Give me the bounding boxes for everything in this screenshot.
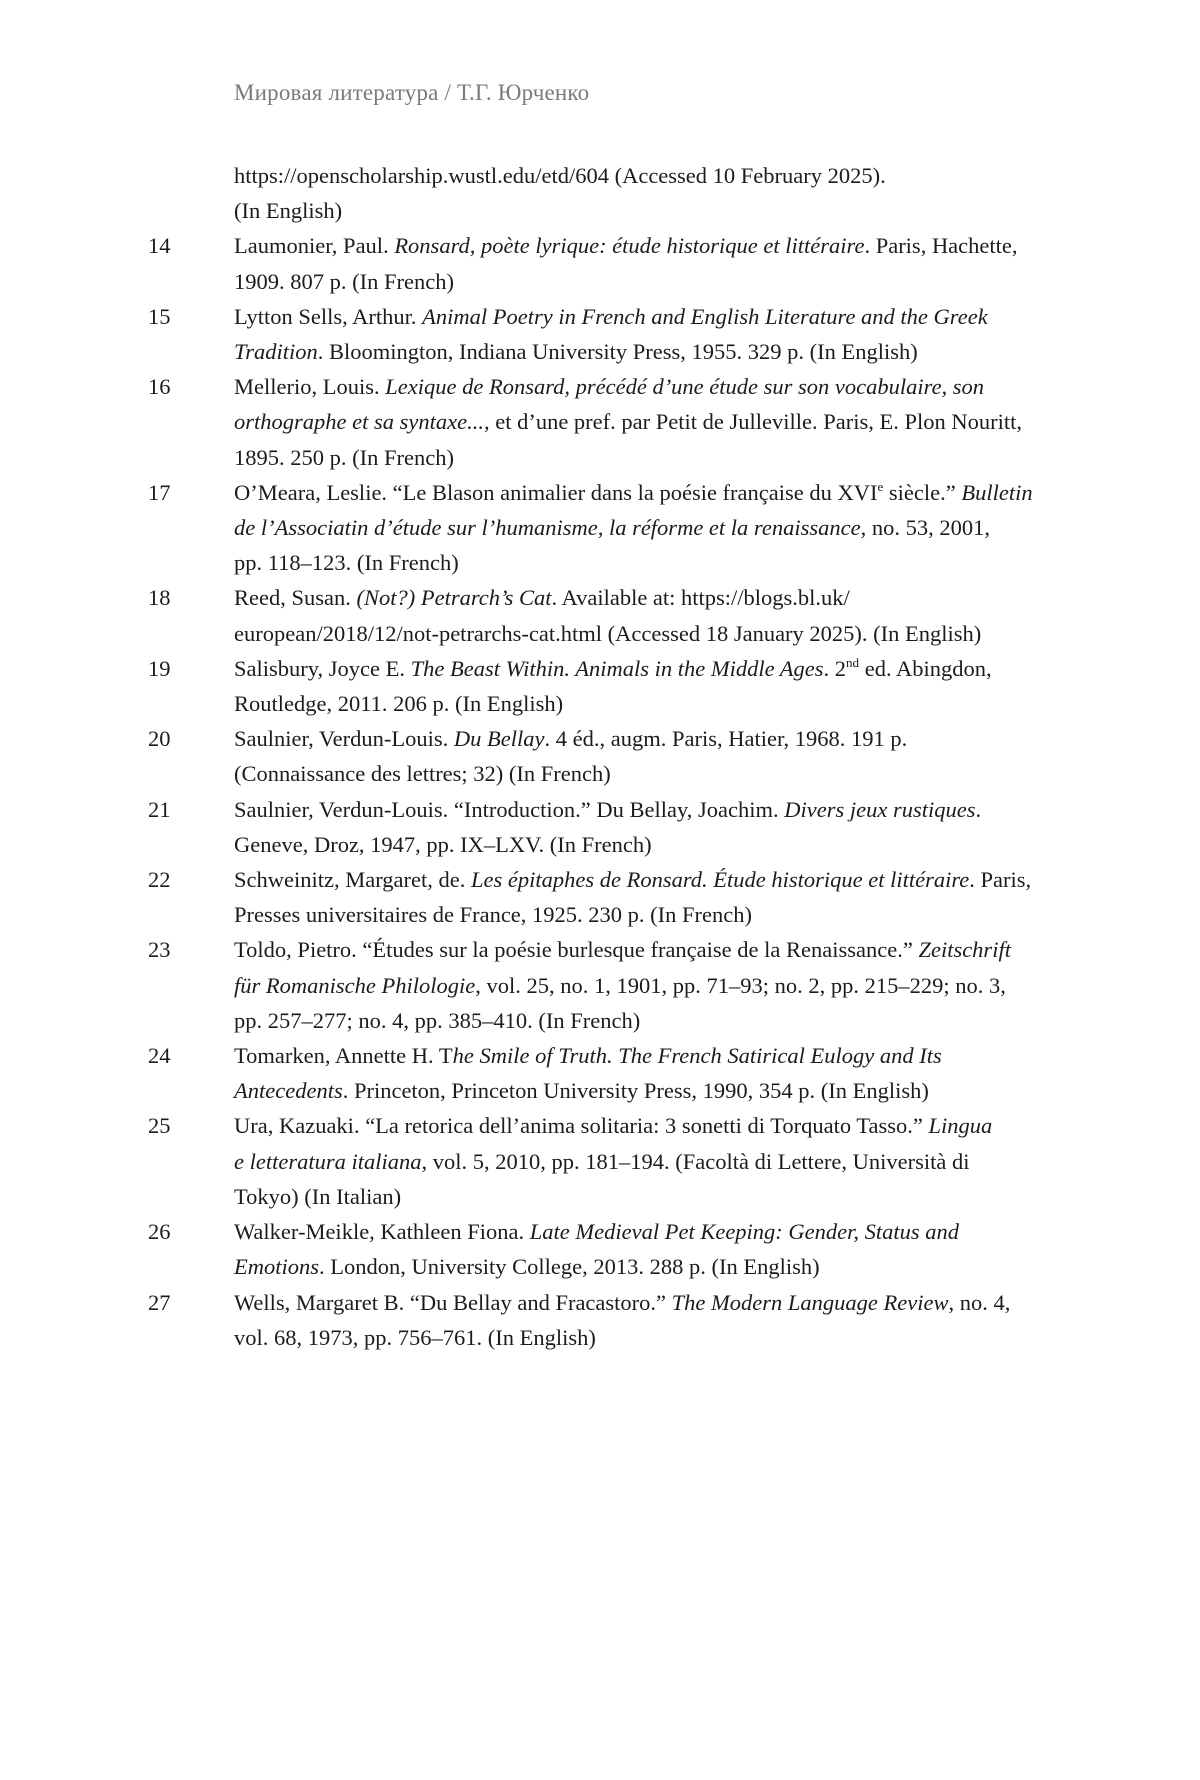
reference-line bbox=[234, 756, 1094, 791]
italic-title: Antecedents bbox=[234, 1078, 343, 1104]
text-run: ed. Abingdon, bbox=[859, 655, 992, 681]
text-run: . Paris, bbox=[969, 867, 1032, 893]
reference-number: 26 bbox=[148, 1219, 171, 1245]
reference-text bbox=[234, 580, 1094, 650]
reference-line bbox=[234, 1249, 1094, 1284]
text-run: 1895. 250 p. (In French) bbox=[234, 444, 454, 470]
italic-title: Animal Poetry in French and English Literature and the Greek bbox=[422, 303, 988, 329]
reference-number: 21 bbox=[148, 796, 171, 822]
reference-number: 20 bbox=[148, 726, 171, 752]
reference-entry bbox=[0, 932, 1200, 1038]
reference-entry bbox=[0, 792, 1200, 862]
reference-entry bbox=[0, 1038, 1200, 1108]
italic-title: Lingua bbox=[928, 1113, 993, 1139]
text-run: Geneve, Droz, 1947, pp. IX–LXV. (In French) bbox=[234, 831, 652, 857]
reference-line bbox=[234, 510, 1094, 545]
reference-number: 23 bbox=[148, 937, 171, 963]
reference-line bbox=[234, 616, 1094, 651]
reference-line bbox=[234, 968, 1094, 1003]
text-run: , et d’une pref. par Petit de Julleville. Paris, E. Plon Nouritt, bbox=[483, 409, 1022, 435]
text-run: Presses universitaires de France, 1925. 230 p. (In French) bbox=[234, 902, 752, 928]
reference-line bbox=[234, 440, 1094, 475]
reference-entry bbox=[0, 721, 1200, 791]
reference-number: 25 bbox=[148, 1113, 171, 1139]
italic-title: Zeitschrift bbox=[918, 937, 1011, 963]
text-run: , vol. 5, 2010, pp. 181–194. (Facoltà di Lettere, Università di bbox=[421, 1148, 970, 1174]
italic-title: orthographe et sa syntaxe... bbox=[234, 409, 484, 435]
reference-text bbox=[234, 369, 1094, 475]
reference-line bbox=[234, 1285, 1094, 1320]
superscript: e bbox=[877, 478, 884, 494]
text-run: O’Meara, Leslie. “Le Blason animalier dans la poésie française du XVI bbox=[234, 479, 878, 505]
reference-line bbox=[234, 1003, 1094, 1038]
italic-title: für Romanische Philologie bbox=[234, 972, 476, 998]
reference-line bbox=[234, 651, 1094, 686]
reference-line bbox=[234, 932, 1094, 967]
reference-line bbox=[234, 299, 1094, 334]
text-run: Tomarken, Annette H. T bbox=[234, 1043, 453, 1069]
reference-line bbox=[234, 369, 1094, 404]
text-run: . 4 éd., augm. Paris, Hatier, 1968. 191 p. bbox=[544, 726, 908, 752]
reference-number: 19 bbox=[148, 655, 171, 681]
superscript: nd bbox=[846, 654, 860, 670]
reference-line bbox=[234, 1214, 1094, 1249]
text-run: Salisbury, Joyce E. bbox=[234, 655, 411, 681]
text-run: 1909. 807 p. (In French) bbox=[234, 268, 454, 294]
text-run: (In English) bbox=[234, 198, 343, 224]
running-header: Мировая литература / Т.Г. Юрченко bbox=[234, 80, 590, 105]
reference-number: 14 bbox=[148, 233, 171, 259]
text-run: , no. 4, bbox=[948, 1289, 1011, 1315]
reference-entry bbox=[0, 1285, 1200, 1355]
reference-entry bbox=[0, 862, 1200, 932]
reference-list bbox=[0, 158, 1200, 1355]
text-run: . 2 bbox=[823, 655, 847, 681]
text-run: . bbox=[975, 796, 982, 822]
text-run: . Available at: https://blogs.bl.uk/ bbox=[551, 585, 850, 611]
reference-line bbox=[234, 1179, 1094, 1214]
text-run: Tokyo) (In Italian) bbox=[234, 1183, 402, 1209]
italic-title: (Not?) Petrarch’s Cat bbox=[356, 585, 552, 611]
reference-line bbox=[234, 1038, 1094, 1073]
italic-title: Divers jeux rustiques bbox=[784, 796, 976, 822]
italic-title: Du Bellay bbox=[453, 726, 545, 752]
reference-line bbox=[234, 334, 1094, 369]
reference-line bbox=[234, 475, 1094, 510]
reference-line bbox=[234, 792, 1094, 827]
text-run: , no. 53, 2001, bbox=[860, 515, 990, 541]
text-run: Wells, Margaret B. “Du Bellay and Fracastoro.” bbox=[234, 1289, 672, 1315]
reference-text bbox=[234, 721, 1094, 791]
reference-entry bbox=[0, 228, 1200, 298]
reference-entry bbox=[0, 651, 1200, 721]
text-run: Ura, Kazuaki. “La retorica dell’anima solitaria: 3 sonetti di Torquato Tasso.” bbox=[234, 1113, 929, 1139]
reference-text bbox=[234, 1108, 1094, 1214]
italic-title: Lexique de Ronsard, précédé d’une étude sur son vocabulaire, son bbox=[385, 374, 985, 400]
reference-text bbox=[234, 1038, 1094, 1108]
reference-number: 15 bbox=[148, 303, 171, 329]
reference-line bbox=[234, 404, 1094, 439]
text-run: . Bloomington, Indiana University Press, 1955. 329 p. (In English) bbox=[317, 339, 918, 365]
reference-line bbox=[234, 158, 1094, 193]
italic-title: Late Medieval Pet Keeping: Gender, Status and bbox=[529, 1219, 960, 1245]
reference-line bbox=[234, 862, 1094, 897]
reference-line bbox=[234, 686, 1094, 721]
reference-line bbox=[234, 897, 1094, 932]
reference-number: 24 bbox=[148, 1043, 171, 1069]
reference-entry bbox=[0, 1108, 1200, 1214]
reference-entry bbox=[0, 369, 1200, 475]
reference-number: 18 bbox=[148, 585, 171, 611]
reference-line bbox=[234, 193, 1094, 228]
reference-line bbox=[234, 228, 1094, 263]
italic-title: The Modern Language Review bbox=[671, 1289, 949, 1315]
reference-text bbox=[234, 1214, 1094, 1284]
reference-line bbox=[234, 264, 1094, 299]
text-run: Saulnier, Verdun-Louis. “Introduction.” Du Bellay, Joachim. bbox=[234, 796, 785, 822]
reference-number: 22 bbox=[148, 867, 171, 893]
reference-entry bbox=[0, 1214, 1200, 1284]
text-run: Schweinitz, Margaret, de. bbox=[234, 867, 472, 893]
text-run: Routledge, 2011. 206 p. (In English) bbox=[234, 691, 564, 717]
text-run: Reed, Susan. bbox=[234, 585, 357, 611]
reference-text bbox=[234, 228, 1094, 298]
text-run: Saulnier, Verdun-Louis. bbox=[234, 726, 454, 752]
reference-line bbox=[234, 827, 1094, 862]
italic-title: Tradition bbox=[234, 339, 318, 365]
text-run: Walker-Meikle, Kathleen Fiona. bbox=[234, 1219, 530, 1245]
reference-line bbox=[234, 1073, 1094, 1108]
reference-entry bbox=[0, 299, 1200, 369]
reference-text bbox=[234, 475, 1094, 581]
reference-number: 16 bbox=[148, 374, 171, 400]
text-run: pp. 118–123. (In French) bbox=[234, 550, 459, 576]
italic-title: Bulletin bbox=[961, 479, 1033, 505]
text-run: (Connaissance des lettres; 32) (In French) bbox=[234, 761, 611, 787]
text-run: https://openscholarship.wustl.edu/etd/604 (Accessed 10 February 2025). bbox=[234, 163, 886, 188]
text-run: Toldo, Pietro. “Études sur la poésie burlesque française de la Renaissance.” bbox=[234, 937, 919, 963]
reference-line bbox=[234, 545, 1094, 580]
reference-text bbox=[234, 932, 1094, 1038]
text-run: . Princeton, Princeton University Press, 1990, 354 p. (In English) bbox=[342, 1078, 929, 1104]
italic-title: Les épitaphes de Ronsard. Étude historique et littéraire bbox=[471, 867, 970, 893]
text-run: , vol. 25, no. 1, 1901, pp. 71–93; no. 2, pp. 215–229; no. 3, bbox=[475, 972, 1006, 998]
text-run: european/2018/12/not-petrarchs-cat.html (Accessed 18 January 2025). (In English) bbox=[234, 620, 982, 646]
reference-text bbox=[234, 158, 1094, 228]
reference-text bbox=[234, 862, 1094, 932]
reference-line bbox=[234, 580, 1094, 615]
italic-title: Emotions bbox=[234, 1254, 320, 1280]
text-run: . London, University College, 2013. 288 p. (In English) bbox=[319, 1254, 820, 1280]
italic-title: he Smile of Truth. The French Satirical Eulogy and Its bbox=[452, 1043, 942, 1069]
text-run: Lytton Sells, Arthur. bbox=[234, 303, 423, 329]
italic-title: Ronsard, poète lyrique: étude historique et littéraire bbox=[394, 233, 865, 259]
reference-text bbox=[234, 1285, 1094, 1355]
reference-line bbox=[234, 1144, 1094, 1179]
reference-line bbox=[234, 1320, 1094, 1355]
text-run: vol. 68, 1973, pp. 756–761. (In English) bbox=[234, 1324, 596, 1350]
text-run: pp. 257–277; no. 4, pp. 385–410. (In French) bbox=[234, 1007, 641, 1033]
italic-title: The Beast Within. Animals in the Middle Ages bbox=[410, 655, 824, 681]
reference-line bbox=[234, 721, 1094, 756]
text-run: . Paris, Hachette, bbox=[864, 233, 1018, 259]
reference-text bbox=[234, 299, 1094, 369]
reference-line bbox=[234, 1108, 1094, 1143]
italic-title: de l’Associatin d’étude sur l’humanisme, la réforme et la renaissance bbox=[234, 515, 861, 541]
text-run: Mellerio, Louis. bbox=[234, 374, 386, 400]
reference-entry bbox=[0, 475, 1200, 581]
reference-text bbox=[234, 792, 1094, 862]
text-run: siècle.” bbox=[883, 479, 962, 505]
reference-text bbox=[234, 651, 1094, 721]
reference-entry bbox=[0, 580, 1200, 650]
reference-number: 27 bbox=[148, 1289, 171, 1315]
text-run: Laumonier, Paul. bbox=[234, 233, 395, 259]
italic-title: e letteratura italiana bbox=[234, 1148, 422, 1174]
reference-entry bbox=[0, 158, 1200, 228]
reference-number: 17 bbox=[148, 479, 171, 505]
